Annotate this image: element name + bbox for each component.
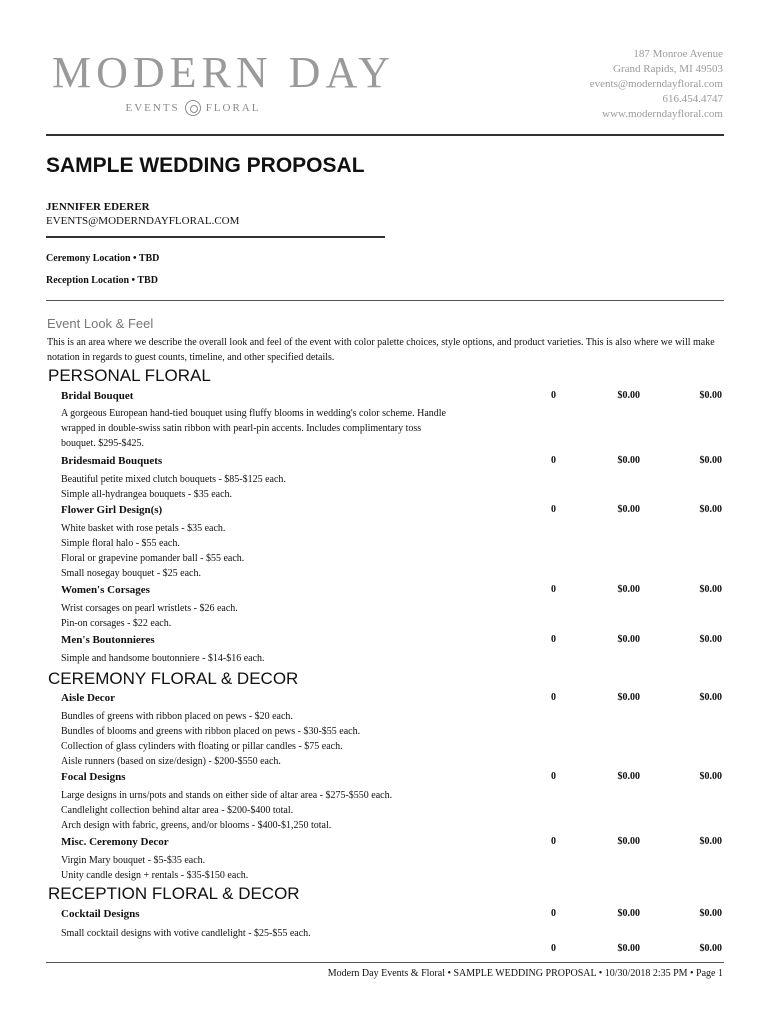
item-price: $0.00 [617,908,640,919]
item-description [61,853,511,883]
client-email: EVENTS@MODERNDAYFLORAL.COM [46,215,240,227]
item-qty: 0 [551,584,556,595]
item-qty: 0 [551,771,556,782]
item-total: $0.00 [699,943,722,954]
desc-line: Bundles of blooms and greens with ribbon placed on pews - $30-$55 each. [61,726,361,737]
item-total: $0.00 [699,908,722,919]
desc-line: Beautiful petite mixed clutch bouquets - $85-$125 each. [61,474,286,485]
item-price: $0.00 [617,771,640,782]
item-qty: 0 [551,390,556,401]
look-feel-heading: Event Look & Feel [47,316,154,331]
reception-location: Reception Location • TBD [46,275,158,286]
item-qty: 0 [551,692,556,703]
item-total: $0.00 [699,504,722,515]
desc-line: Simple floral halo - $55 each. [61,538,180,549]
look-feel-body: This is an area where we describe the overall look and feel of the event with color palette choices, style options, and product varieties. This is also where we will make notation in regards to guest counts, timeline, and other specified details. [47,337,715,363]
page-footer: Modern Day Events & Floral • SAMPLE WEDDING PROPOSAL • 10/30/2018 2:35 PM • Page 1 [327,968,723,979]
item-name: Aisle Decor [61,692,116,704]
desc-line: Pin-on corsages - $22 each. [61,618,172,629]
desc-line: Bundles of greens with ribbon placed on pews - $20 each. [61,711,293,722]
desc-line: A gorgeous European hand-tied bouquet using fluffy blooms in wedding's color scheme. Handle [61,408,446,419]
item-price: $0.00 [617,504,640,515]
item-price: $0.00 [617,390,640,401]
flower-icon [185,100,201,116]
item-price: $0.00 [617,455,640,466]
desc-line: Large designs in urns/pots and stands on either side of altar area - $275-$550 each. [61,790,393,801]
company-logo [52,50,404,116]
item-name: Men's Boutonnieres [61,634,155,646]
item-total: $0.00 [699,836,722,847]
item-name: Bridesmaid Bouquets [61,455,163,467]
desc-line: Wrist corsages on pearl wristlets - $26 each. [61,603,238,614]
item-description [61,406,511,451]
item-price: $0.00 [617,634,640,645]
item-total: $0.00 [699,584,722,595]
section-reception-floral: RECEPTION FLORAL & DECOR [48,884,300,903]
desc-line: Aisle runners (based on size/design) - $200-$550 each. [61,756,281,767]
desc-line: White basket with rose petals - $35 each. [61,523,226,534]
footer-divider [46,962,724,963]
logo-tagline-right: FLORAL [205,102,261,114]
logo-tagline-left: EVENTS [125,102,180,114]
item-name: Misc. Ceremony Decor [61,836,169,848]
item-price: $0.00 [617,584,640,595]
logo-wordmark: MODERN DAY [52,48,395,97]
item-description [61,709,511,769]
header-divider [46,134,724,136]
item-price: $0.00 [617,692,640,703]
location-divider [46,300,724,301]
section-ceremony-floral: CEREMONY FLORAL & DECOR [48,669,299,688]
item-total: $0.00 [699,692,722,703]
desc-line: Candlelight collection behind altar area - $200-$400 total. [61,805,294,816]
item-name: Flower Girl Design(s) [61,504,163,516]
item-qty: 0 [551,504,556,515]
item-qty: 0 [551,943,556,954]
desc-line: Small nosegay bouquet - $25 each. [61,568,201,579]
item-total: $0.00 [699,390,722,401]
item-name: Women's Corsages [61,584,150,596]
item-description [61,521,511,581]
item-qty: 0 [551,908,556,919]
desc-line: Simple all-hydrangea bouquets - $35 each. [61,489,233,500]
page-title: SAMPLE WEDDING PROPOSAL [46,154,365,177]
ceremony-location: Ceremony Location • TBD [46,253,160,264]
item-description [61,601,511,631]
logo-tagline [52,100,404,116]
item-description [61,651,511,666]
item-total: $0.00 [699,634,722,645]
item-name: Bridal Bouquet [61,390,134,402]
item-total: $0.00 [699,455,722,466]
address-email[interactable]: events@moderndayfloral.com [589,78,723,90]
desc-line: wrapped in double-swiss satin ribbon with pearl-pin accents. Includes complimentary toss [61,423,422,434]
desc-line: Floral or grapevine pomander ball - $55 each. [61,553,245,564]
item-description [61,472,511,502]
item-qty: 0 [551,634,556,645]
item-qty: 0 [551,836,556,847]
desc-line: Collection of glass cylinders with floating or pillar candles - $75 each. [61,741,343,752]
address-street: 187 Monroe Avenue [633,48,723,60]
item-total: $0.00 [699,771,722,782]
desc-line: Virgin Mary bouquet - $5-$35 each. [61,855,206,866]
address-website[interactable]: www.moderndayfloral.com [602,108,723,120]
desc-line: Unity candle design + rentals - $35-$150 each. [61,870,249,881]
item-price: $0.00 [617,943,640,954]
section-personal-floral: PERSONAL FLORAL [48,366,211,385]
item-name: Focal Designs [61,771,126,783]
client-divider [46,236,385,238]
client-name: JENNIFER EDERER [46,201,150,213]
item-qty: 0 [551,455,556,466]
desc-line: Small cocktail designs with votive candlelight - $25-$55 each. [61,928,311,939]
company-address [590,47,723,122]
item-name: Cocktail Designs [61,908,140,920]
address-city: Grand Rapids, MI 49503 [613,63,723,75]
item-price: $0.00 [617,836,640,847]
address-phone: 616.454.4747 [662,93,723,105]
item-description [61,788,511,833]
desc-line: Arch design with fabric, greens, and/or blooms - $400-$1,250 total. [61,820,332,831]
desc-line: Simple and handsome boutonniere - $14-$16 each. [61,653,265,664]
desc-line: bouquet. $295-$425. [61,438,145,449]
item-description [61,926,511,941]
